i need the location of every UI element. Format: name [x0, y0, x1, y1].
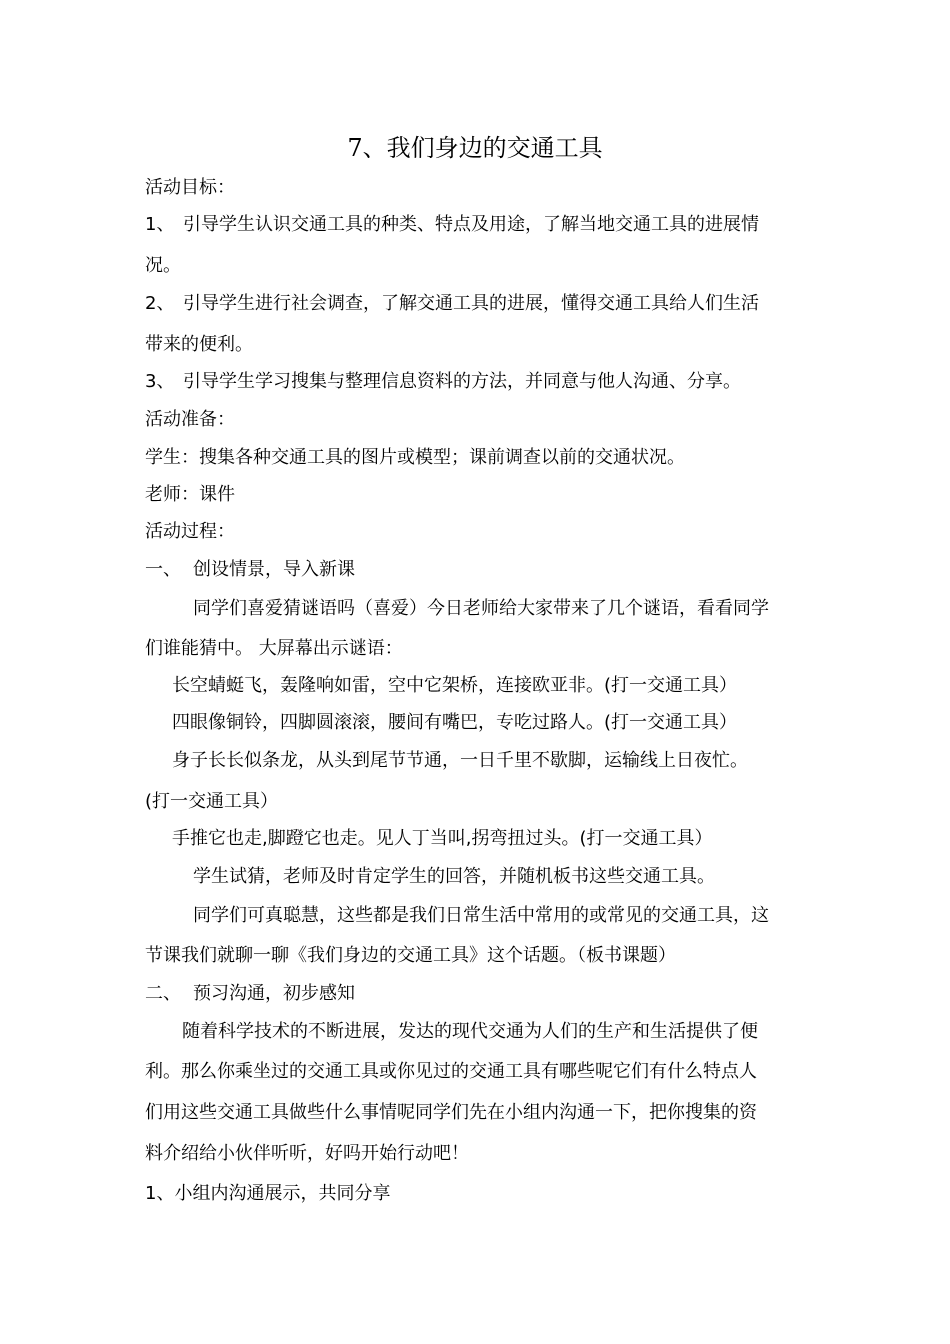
- section-1-title: 创设情景，导入新课: [193, 559, 355, 580]
- section-2-subheading-1: 1、小组内沟通展示，共同分享: [145, 1183, 391, 1204]
- objective-2-number: 2、: [145, 293, 175, 314]
- section-1-para-2: 学生试猜，老师及时肯定学生的回答，并随机板书这些交通工具。: [193, 866, 715, 887]
- objective-3-text: 引导学生学习搜集与整理信息资料的方法，并同意与他人沟通、分享。: [183, 371, 741, 392]
- page-title: 7、我们身边的交通工具: [347, 134, 603, 162]
- objective-3-number: 3、: [145, 371, 175, 392]
- riddle-3-line-2: (打一交通工具）: [145, 791, 279, 812]
- section-1-number: 一、: [145, 559, 181, 580]
- prep-heading: 活动准备：: [145, 409, 235, 430]
- riddle-2: 四眼像铜铃，四脚圆滚滚，腰间有嘴巴，专吃过路人。(打一交通工具）: [172, 712, 738, 733]
- objective-3: [145, 370, 741, 394]
- objective-2-line-2: 带来的便利。: [145, 334, 253, 355]
- riddle-1: 长空蜻蜓飞，轰隆响如雷，空中它架桥，连接欧亚非。(打一交通工具）: [172, 675, 738, 696]
- objective-1-number: 1、: [145, 214, 175, 235]
- section-1-para-3-line-2: 节课我们就聊一聊《我们身边的交通工具》这个话题。（板书课题）: [145, 945, 676, 966]
- objective-1-line-2: 况。: [145, 255, 181, 276]
- section-2-heading: [145, 982, 355, 1006]
- section-1-para-1-line-2: 们谁能猜中。 大屏幕出示谜语：: [145, 638, 403, 659]
- riddle-3-line-1: 身子长长似条龙，从头到尾节节通，一日千里不歇脚，运输线上日夜忙。: [172, 750, 748, 771]
- section-1-para-3-line-1: 同学们可真聪慧，这些都是我们日常生活中常用的或常见的交通工具，这: [193, 905, 769, 926]
- prep-students: 学生：搜集各种交通工具的图片或模型；课前调查以前的交通状况。: [145, 447, 685, 468]
- objective-2-text: 引导学生进行社会调查，了解交通工具的进展，懂得交通工具给人们生活: [183, 293, 759, 314]
- section-2-para-1-line-2: 利。那么你乘坐过的交通工具或你见过的交通工具有哪些呢它们有什么特点人: [145, 1061, 757, 1082]
- objectives-heading: 活动目标：: [145, 177, 235, 198]
- riddle-4: 手推它也走,脚蹬它也走。见人丁当叫,拐弯扭过头。(打一交通工具）: [172, 828, 713, 849]
- objective-1-text: 引导学生认识交通工具的种类、特点及用途，了解当地交通工具的进展情: [183, 214, 759, 235]
- section-1-para-1-line-1: 同学们喜爱猜谜语吗（喜爱）今日老师给大家带来了几个谜语，看看同学: [193, 598, 769, 619]
- section-2-para-1-line-4: 料介绍给小伙伴听听，好吗开始行动吧！: [145, 1143, 469, 1164]
- objective-2-line-1: [145, 292, 759, 316]
- objective-1-line-1: [145, 213, 759, 237]
- section-2-para-1-line-3: 们用这些交通工具做些什么事情呢同学们先在小组内沟通一下，把你搜集的资: [145, 1102, 757, 1123]
- section-2-title: 预习沟通，初步感知: [193, 983, 355, 1004]
- process-heading: 活动过程：: [145, 521, 235, 542]
- section-2-para-1-line-1: 随着科学技术的不断进展，发达的现代交通为人们的生产和生活提供了便: [182, 1021, 758, 1042]
- section-2-number: 二、: [145, 983, 181, 1004]
- prep-teacher: 老师：课件: [145, 484, 235, 505]
- section-1-heading: [145, 558, 355, 582]
